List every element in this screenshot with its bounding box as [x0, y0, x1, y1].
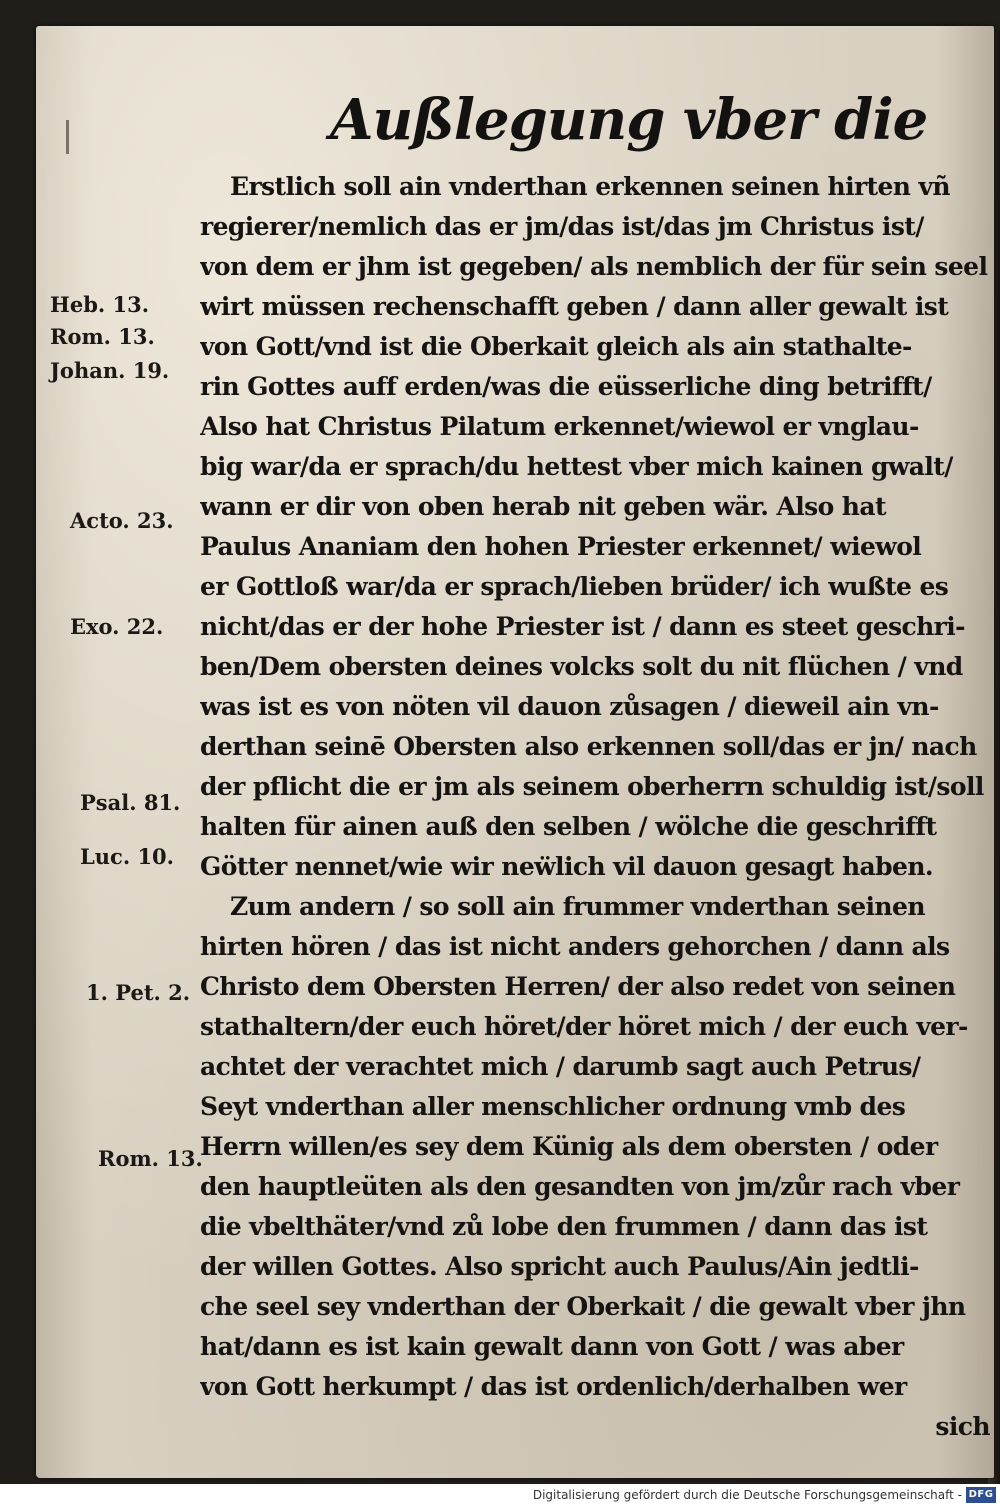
margin-note-johan: Johan. 19.: [50, 358, 170, 383]
text-line: halten für ainen auß den selben / wölche die geschrifft: [200, 812, 937, 841]
text-line: Seyt vnderthan aller menschlicher ordnung vmb des: [200, 1092, 906, 1121]
dfg-logo-icon: DFG: [966, 1487, 996, 1503]
text-line: Götter nennet/wie wir neẅlich vil dauon gesagt haben.: [200, 852, 934, 881]
text-line: von Gott herkumpt / das ist ordenlich/derhalben wer: [200, 1372, 907, 1401]
binding-mark: [66, 120, 69, 154]
margin-note-luc: Luc. 10.: [80, 844, 174, 869]
margin-note-rom-2: Rom. 13.: [98, 1146, 203, 1171]
text-line: big war/da er sprach/du hettest vber mich kainen gwalt/: [200, 452, 953, 481]
margin-note-heb: Heb. 13.: [50, 292, 150, 317]
text-line: was ist es von nöten vil dauon zůsagen / dieweil ain vn-: [200, 692, 939, 721]
text-line: er Gottloß war/da er sprach/lieben brüder/ ich wußte es: [200, 572, 949, 601]
text-line: der willen Gottes. Also spricht auch Paulus/Ain jedtli-: [200, 1252, 919, 1281]
text-line: von dem er jhm ist gegeben/ als nemblich der für sein seel: [200, 252, 988, 281]
body-text: [200, 166, 990, 1321]
margin-notes: [50, 166, 203, 1316]
text-line: derthan seinē Obersten also erkennen soll/das er jn/ nach: [200, 732, 977, 761]
text-line: Paulus Ananiam den hohen Priester erkennet/ wiewol: [200, 532, 922, 561]
text-line: den hauptleüten als den gesandten von jm/zůr rach vber: [200, 1172, 960, 1201]
text-line: regierer/nemlich das er jm/das ist/das jm Christus ist/: [200, 212, 924, 241]
margin-note-rom: Rom. 13.: [50, 324, 155, 349]
page-title: Außlegung vber die: [330, 87, 928, 153]
text-line: Herrn willen/es sey dem Künig als dem obersten / oder: [200, 1132, 938, 1161]
text-line: hat/dann es ist kain gewalt dann von Gott / was aber: [200, 1332, 904, 1361]
text-line: von Gott/vnd ist die Oberkait gleich als ain stathalte-: [200, 332, 912, 361]
text-line: wann er dir von oben herab nit geben wär. Also hat: [200, 492, 886, 521]
text-line: che seel sey vnderthan der Oberkait / die gewalt vber jhn: [200, 1292, 966, 1321]
margin-note-psal: Psal. 81.: [80, 790, 181, 815]
footer-bar: [0, 1484, 1000, 1507]
text-line: Zum andern / so soll ain frummer vnderthan seinen: [230, 892, 925, 921]
text-line: ben/Dem obersten deines volcks solt du nit flüchen / vnd: [200, 652, 963, 681]
text-line: achtet der verachtet mich / darumb sagt auch Petrus/: [200, 1052, 921, 1081]
text-line: der pflicht die er jm als seinem oberherrn schuldig ist/soll: [200, 772, 984, 801]
margin-note-acto: Acto. 23.: [70, 508, 174, 533]
margin-note-pet: 1. Pet. 2.: [86, 980, 191, 1005]
text-line: die vbelthäter/vnd zů lobe den frummen / dann das ist: [200, 1212, 928, 1241]
text-line: wirt müssen rechenschafft geben / dann aller gewalt ist: [200, 292, 949, 321]
text-line: Christo dem Obersten Herren/ der also redet von seinen: [200, 972, 956, 1001]
catchword: sich: [935, 1412, 990, 1441]
funding-notice: Digitalisierung gefördert durch die Deutsche Forschungsgemeinschaft -: [532, 1488, 962, 1502]
body-text-end: [200, 1326, 990, 1484]
text-line: nicht/das er der hohe Priester ist / dann es steet geschri-: [200, 612, 965, 641]
text-line: stathaltern/der euch höret/der höret mich / der euch ver-: [200, 1012, 968, 1041]
text-line: hirten hören / das ist nicht anders gehorchen / dann als: [200, 932, 950, 961]
text-line: Also hat Christus Pilatum erkennet/wiewol er vnglau-: [200, 412, 919, 441]
text-line: Erstlich soll ain vnderthan erkennen seinen hirten vñ: [230, 172, 950, 201]
margin-note-exo: Exo. 22.: [70, 614, 164, 639]
text-line: rin Gottes auff erden/was die eüsserliche ding betrifft/: [200, 372, 932, 401]
